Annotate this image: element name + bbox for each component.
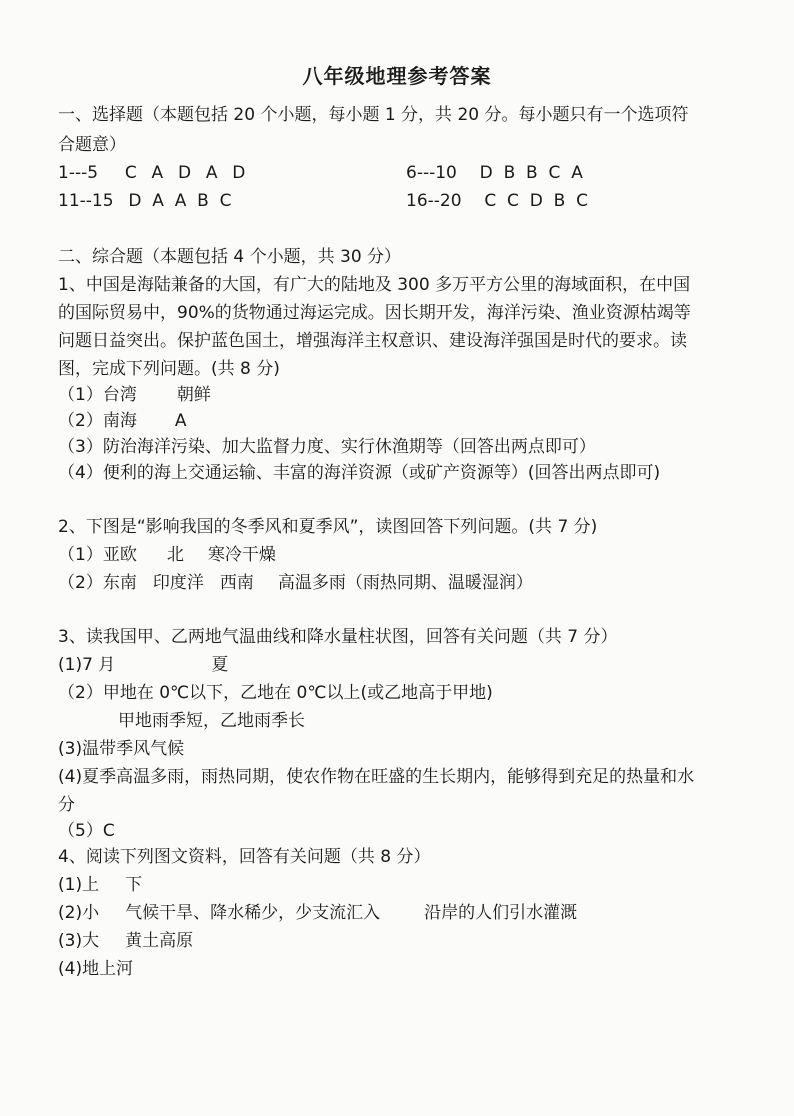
q1-intro-line4: 图，完成下列问题。(共 8 分) [58,359,280,379]
q3-answer-2-line1: （2）甲地在 0℃以下，乙地在 0℃以上(或乙地高于甲地) [58,683,493,703]
q4-answer-2 [58,902,577,924]
answer-letters: C A D A D [124,163,246,183]
answer-letters: C C D B C [484,191,588,211]
answer-part: 高温多雨（雨热同期、温暖湿润） [277,573,533,593]
q3-answer-1 [58,654,228,676]
answer-part: 北 [166,545,184,565]
section2-heading: 二、综合题（本题包括 4 个小题，共 30 分） [58,247,402,267]
q2-answer-1 [58,544,276,566]
answer-part: 亚欧 [102,545,137,565]
answer-number: (1)7 月 [58,655,116,675]
q1-intro-line2: 的国际贸易中，90%的货物通过海运完成。因长期开发，海洋污染、渔业资源枯竭等 [58,303,691,323]
answer-range: 1---5 [58,163,99,183]
answer-part: 东南 [102,573,137,593]
q1-answer-3: （3）防治海洋污染、加大监督力度、实行休渔期等（回答出两点即可） [58,437,596,457]
answer-number: （1） [58,385,103,405]
answer-letters: D B B C A [479,163,583,183]
answer-part: 朝鲜 [176,385,211,405]
answer-part: 沿岸的人们引水灌溉 [424,903,578,923]
answer-part: 夏 [211,655,229,675]
q2-answer-2 [58,572,533,594]
answer-number: (3)大 [58,931,100,951]
q1-answer-2 [58,410,186,432]
answer-number: (2)小 [58,903,100,923]
answer-part: 西南 [219,573,254,593]
answer-part: 寒冷干燥 [207,545,276,565]
answer-number: (1)上 [58,875,100,895]
answer-part: 印度洋 [152,573,204,593]
answer-number: （2） [58,573,103,593]
answer-range: 11--15 [58,191,114,211]
q3-answer-3: (3)温带季风气候 [58,739,185,759]
answer-part: A [174,411,187,431]
answer-row-1-5 [58,162,245,184]
answer-part: 气候干旱、降水稀少，少支流汇入 [125,903,381,923]
q3-answer-4-line1: (4)夏季高温多雨，雨热同期，使农作物在旺盛的生长期内，能够得到充足的热量和水 [58,767,695,787]
answer-row-6-10 [406,162,583,184]
q2-heading: 2、下图是“影响我国的冬季风和夏季风”，读图回答下列问题。(共 7 分) [58,517,598,537]
q1-intro-line1: 1、中国是海陆兼备的大国，有广大的陆地及 300 多万平方公里的海域面积，在中国 [58,275,691,295]
q4-answer-1 [58,874,142,896]
page-title: 八年级地理参考答案 [302,64,492,88]
section1-heading-line1: 一、选择题（本题包括 20 个小题，每小题 1 分，共 20 分。每小题只有一个选项符 [58,105,689,125]
answer-number: （1） [58,545,103,565]
q4-answer-4: (4)地上河 [58,959,134,979]
q3-heading: 3、读我国甲、乙两地气温曲线和降水量柱状图，回答有关问题（共 7 分） [58,627,618,647]
section1-heading-line2: 合题意） [58,135,126,155]
q1-answer-1 [58,384,211,406]
q3-answer-4-line2: 分 [58,795,75,815]
answer-range: 16--20 [406,191,462,211]
q3-answer-5: （5）C [58,821,115,841]
answer-row-16-20 [406,190,588,212]
q3-answer-2-line2: 甲地雨季短，乙地雨季长 [118,711,305,731]
q4-heading: 4、阅读下列图文资料，回答有关问题（共 8 分） [58,847,431,867]
answer-range: 6---10 [406,163,457,183]
q4-answer-3 [58,930,193,952]
answer-part: 台湾 [102,385,137,405]
answer-part: 黄土高原 [125,931,194,951]
answer-letters: D A A B C [128,191,232,211]
answer-row-11-15 [58,190,231,212]
q1-answer-4: （4）便利的海上交通运输、丰富的海洋资源（或矿产资源等）(回答出两点即可) [58,463,661,483]
answer-part: 南海 [102,411,137,431]
answer-number: （2） [58,411,103,431]
answer-part: 下 [125,875,143,895]
q1-intro-line3: 问题日益突出。保护蓝色国土，增强海洋主权意识、建设海洋强国是时代的要求。读 [58,331,687,351]
